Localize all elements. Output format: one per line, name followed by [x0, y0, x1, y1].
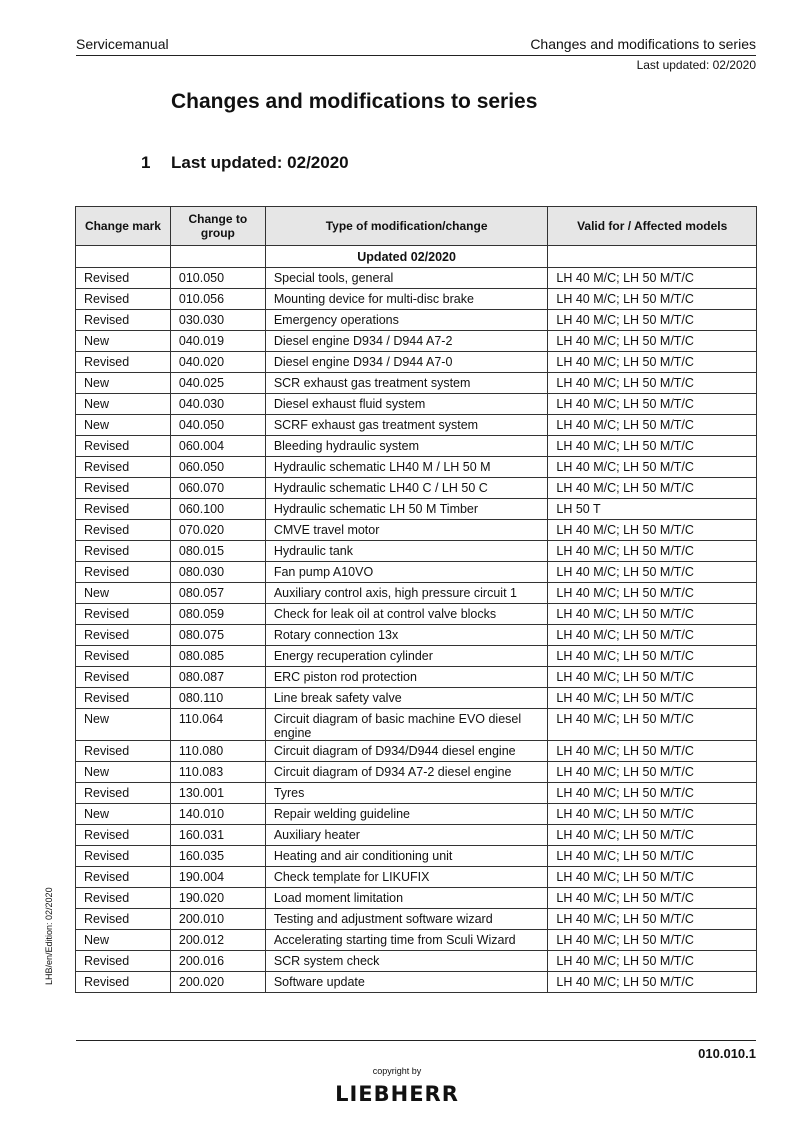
change-group-cell: 080.110 [170, 688, 265, 709]
change-mark-cell: New [76, 583, 171, 604]
change-group-cell: 060.050 [170, 457, 265, 478]
modification-type-cell: Hydraulic schematic LH40 M / LH 50 M [265, 457, 548, 478]
table-row [76, 352, 757, 373]
table-row [76, 625, 757, 646]
table-row [76, 604, 757, 625]
change-group-cell: 080.085 [170, 646, 265, 667]
modification-type-cell: Testing and adjustment software wizard [265, 909, 548, 930]
valid-for-cell: LH 40 M/C; LH 50 M/T/C [548, 394, 757, 415]
valid-for-cell: LH 40 M/C; LH 50 M/T/C [548, 741, 757, 762]
change-mark-cell: New [76, 709, 171, 741]
change-mark-cell: Revised [76, 783, 171, 804]
modification-type-cell: Check template for LIKUFIX [265, 867, 548, 888]
change-group-cell: 040.030 [170, 394, 265, 415]
change-group-cell: 160.031 [170, 825, 265, 846]
table-row [76, 541, 757, 562]
change-mark-cell: Revised [76, 604, 171, 625]
valid-for-cell: LH 40 M/C; LH 50 M/T/C [548, 972, 757, 993]
valid-for-cell: LH 40 M/C; LH 50 M/T/C [548, 415, 757, 436]
valid-for-cell: LH 40 M/C; LH 50 M/T/C [548, 709, 757, 741]
change-group-cell: 080.059 [170, 604, 265, 625]
change-group-cell: 060.100 [170, 499, 265, 520]
change-group-cell: 060.004 [170, 436, 265, 457]
change-group-cell: 080.087 [170, 667, 265, 688]
valid-for-cell: LH 40 M/C; LH 50 M/T/C [548, 289, 757, 310]
footer-divider [76, 1040, 756, 1041]
header-last-updated: Last updated: 02/2020 [636, 58, 756, 72]
change-group-cell: 130.001 [170, 783, 265, 804]
table-row [76, 373, 757, 394]
valid-for-cell: LH 40 M/C; LH 50 M/T/C [548, 352, 757, 373]
change-mark-cell: New [76, 394, 171, 415]
change-group-cell: 200.016 [170, 951, 265, 972]
change-mark-cell: New [76, 373, 171, 394]
column-header-valid-for: Valid for / Affected models [548, 207, 757, 246]
edition-side-text: LHB/en/Edition: 02/2020 [44, 887, 54, 985]
change-mark-cell: Revised [76, 436, 171, 457]
modification-type-cell: Diesel engine D934 / D944 A7-0 [265, 352, 548, 373]
modification-type-cell: SCRF exhaust gas treatment system [265, 415, 548, 436]
modification-type-cell: SCR exhaust gas treatment system [265, 373, 548, 394]
modification-type-cell: Tyres [265, 783, 548, 804]
valid-for-cell: LH 40 M/C; LH 50 M/T/C [548, 373, 757, 394]
table-row [76, 762, 757, 783]
table-row [76, 951, 757, 972]
change-mark-cell: Revised [76, 499, 171, 520]
table-row [76, 583, 757, 604]
change-group-cell: 110.064 [170, 709, 265, 741]
change-group-cell: 010.056 [170, 289, 265, 310]
valid-for-cell: LH 40 M/C; LH 50 M/T/C [548, 951, 757, 972]
change-group-cell: 200.010 [170, 909, 265, 930]
change-mark-cell: Revised [76, 867, 171, 888]
change-group-cell: 010.050 [170, 268, 265, 289]
modification-type-cell: Hydraulic tank [265, 541, 548, 562]
change-group-cell: 160.035 [170, 846, 265, 867]
valid-for-cell: LH 40 M/C; LH 50 M/T/C [548, 646, 757, 667]
valid-for-cell: LH 40 M/C; LH 50 M/T/C [548, 268, 757, 289]
table-row [76, 930, 757, 951]
change-group-cell: 070.020 [170, 520, 265, 541]
table-row [76, 909, 757, 930]
change-mark-cell: Revised [76, 457, 171, 478]
header-left-title: Servicemanual [76, 36, 169, 52]
table-row [76, 972, 757, 993]
valid-for-cell: LH 40 M/C; LH 50 M/T/C [548, 604, 757, 625]
modification-type-cell: Line break safety valve [265, 688, 548, 709]
change-mark-cell: Revised [76, 562, 171, 583]
change-group-cell: 060.070 [170, 478, 265, 499]
change-mark-cell: Revised [76, 825, 171, 846]
change-group-cell: 080.057 [170, 583, 265, 604]
table-row [76, 888, 757, 909]
valid-for-cell: LH 40 M/C; LH 50 M/T/C [548, 783, 757, 804]
valid-for-cell: LH 40 M/C; LH 50 M/T/C [548, 562, 757, 583]
modification-type-cell: Hydraulic schematic LH 50 M Timber [265, 499, 548, 520]
table-row [76, 846, 757, 867]
change-group-cell: 190.020 [170, 888, 265, 909]
change-group-cell: 080.075 [170, 625, 265, 646]
valid-for-cell: LH 40 M/C; LH 50 M/T/C [548, 825, 757, 846]
valid-for-cell: LH 40 M/C; LH 50 M/T/C [548, 625, 757, 646]
change-mark-cell: Revised [76, 888, 171, 909]
valid-for-cell: LH 40 M/C; LH 50 M/T/C [548, 804, 757, 825]
section-number: 1 [141, 153, 151, 172]
table-row [76, 520, 757, 541]
change-mark-cell: Revised [76, 520, 171, 541]
valid-for-cell: LH 40 M/C; LH 50 M/T/C [548, 520, 757, 541]
change-group-cell: 190.004 [170, 867, 265, 888]
modification-type-cell: Software update [265, 972, 548, 993]
valid-for-cell: LH 40 M/C; LH 50 M/T/C [548, 909, 757, 930]
change-mark-cell: Revised [76, 310, 171, 331]
valid-for-cell: LH 40 M/C; LH 50 M/T/C [548, 541, 757, 562]
copyright-text: copyright by [372, 1066, 422, 1076]
valid-for-cell: LH 40 M/C; LH 50 M/T/C [548, 310, 757, 331]
change-mark-cell: New [76, 930, 171, 951]
change-mark-cell: Revised [76, 909, 171, 930]
modification-type-cell: Hydraulic schematic LH40 C / LH 50 C [265, 478, 548, 499]
table-row [76, 415, 757, 436]
change-group-cell: 200.020 [170, 972, 265, 993]
valid-for-cell: LH 40 M/C; LH 50 M/T/C [548, 930, 757, 951]
change-group-cell: 080.030 [170, 562, 265, 583]
table-row [76, 478, 757, 499]
modification-type-cell: Auxiliary heater [265, 825, 548, 846]
change-group-cell: 200.012 [170, 930, 265, 951]
section-title: Last updated: 02/2020 [171, 153, 349, 172]
change-group-cell: 040.019 [170, 331, 265, 352]
valid-for-cell: LH 40 M/C; LH 50 M/T/C [548, 667, 757, 688]
modification-type-cell: ERC piston rod protection [265, 667, 548, 688]
table-row [76, 562, 757, 583]
change-mark-cell: Revised [76, 972, 171, 993]
valid-for-cell: LH 50 T [548, 499, 757, 520]
change-mark-cell: New [76, 804, 171, 825]
table-header-row [76, 207, 757, 246]
modification-type-cell: Emergency operations [265, 310, 548, 331]
change-group-cell: 040.025 [170, 373, 265, 394]
valid-for-cell: LH 40 M/C; LH 50 M/T/C [548, 867, 757, 888]
change-mark-cell: Revised [76, 478, 171, 499]
change-mark-cell: Revised [76, 289, 171, 310]
header-divider [76, 55, 756, 56]
page-number: 010.010.1 [698, 1046, 756, 1061]
modification-type-cell: Heating and air conditioning unit [265, 846, 548, 867]
table-row [76, 688, 757, 709]
modification-type-cell: Circuit diagram of basic machine EVO diesel engine [265, 709, 548, 741]
table-row [76, 331, 757, 352]
table-row [76, 499, 757, 520]
modification-type-cell: Bleeding hydraulic system [265, 436, 548, 457]
table-row [76, 394, 757, 415]
table-row [76, 741, 757, 762]
change-group-cell: 080.015 [170, 541, 265, 562]
modification-type-cell: SCR system check [265, 951, 548, 972]
table-row [76, 804, 757, 825]
modification-type-cell: Energy recuperation cylinder [265, 646, 548, 667]
table-row [76, 667, 757, 688]
table-row [76, 825, 757, 846]
valid-for-cell: LH 40 M/C; LH 50 M/T/C [548, 762, 757, 783]
table-row [76, 783, 757, 804]
column-header-change-group: Change to group [170, 207, 265, 246]
modification-type-cell: Repair welding guideline [265, 804, 548, 825]
change-group-cell: 040.020 [170, 352, 265, 373]
change-group-cell: 140.010 [170, 804, 265, 825]
valid-for-cell: LH 40 M/C; LH 50 M/T/C [548, 583, 757, 604]
valid-for-cell: LH 40 M/C; LH 50 M/T/C [548, 436, 757, 457]
modification-type-cell: Circuit diagram of D934 A7-2 diesel engine [265, 762, 548, 783]
modification-type-cell: Check for leak oil at control valve blocks [265, 604, 548, 625]
table-row [76, 436, 757, 457]
modification-type-cell: Auxiliary control axis, high pressure circuit 1 [265, 583, 548, 604]
column-header-change-mark: Change mark [76, 207, 171, 246]
change-mark-cell: Revised [76, 688, 171, 709]
change-mark-cell: Revised [76, 846, 171, 867]
liebherr-logo: LIEBHERR [335, 1082, 459, 1106]
change-group-cell: 040.050 [170, 415, 265, 436]
valid-for-cell: LH 40 M/C; LH 50 M/T/C [548, 888, 757, 909]
change-mark-cell: Revised [76, 625, 171, 646]
change-mark-cell: Revised [76, 741, 171, 762]
updated-label: Updated 02/2020 [265, 246, 548, 268]
table-row [76, 457, 757, 478]
change-mark-cell: New [76, 762, 171, 783]
change-mark-cell: Revised [76, 667, 171, 688]
change-mark-cell: Revised [76, 352, 171, 373]
modification-type-cell: Diesel exhaust fluid system [265, 394, 548, 415]
change-mark-cell: Revised [76, 268, 171, 289]
valid-for-cell: LH 40 M/C; LH 50 M/T/C [548, 846, 757, 867]
change-group-cell: 030.030 [170, 310, 265, 331]
change-mark-cell: Revised [76, 541, 171, 562]
valid-for-cell: LH 40 M/C; LH 50 M/T/C [548, 478, 757, 499]
change-mark-cell: Revised [76, 951, 171, 972]
modification-type-cell: CMVE travel motor [265, 520, 548, 541]
page-title: Changes and modifications to series [171, 90, 538, 113]
change-mark-cell: Revised [76, 646, 171, 667]
change-mark-cell: New [76, 415, 171, 436]
modification-type-cell: Mounting device for multi-disc brake [265, 289, 548, 310]
table-row [76, 289, 757, 310]
column-header-modification-type: Type of modification/change [265, 207, 548, 246]
modification-type-cell: Rotary connection 13x [265, 625, 548, 646]
changes-table [75, 206, 757, 993]
change-group-cell: 110.080 [170, 741, 265, 762]
modification-type-cell: Circuit diagram of D934/D944 diesel engine [265, 741, 548, 762]
change-group-cell: 110.083 [170, 762, 265, 783]
modification-type-cell: Diesel engine D934 / D944 A7-2 [265, 331, 548, 352]
header-right-title: Changes and modifications to series [530, 36, 756, 52]
table-row [76, 867, 757, 888]
valid-for-cell: LH 40 M/C; LH 50 M/T/C [548, 688, 757, 709]
table-row [76, 709, 757, 741]
updated-row [76, 246, 757, 268]
table-row [76, 646, 757, 667]
table-row [76, 268, 757, 289]
modification-type-cell: Fan pump A10VO [265, 562, 548, 583]
modification-type-cell: Load moment limitation [265, 888, 548, 909]
modification-type-cell: Accelerating starting time from Sculi Wizard [265, 930, 548, 951]
valid-for-cell: LH 40 M/C; LH 50 M/T/C [548, 457, 757, 478]
modification-type-cell: Special tools, general [265, 268, 548, 289]
valid-for-cell: LH 40 M/C; LH 50 M/T/C [548, 331, 757, 352]
table-row [76, 310, 757, 331]
change-mark-cell: New [76, 331, 171, 352]
